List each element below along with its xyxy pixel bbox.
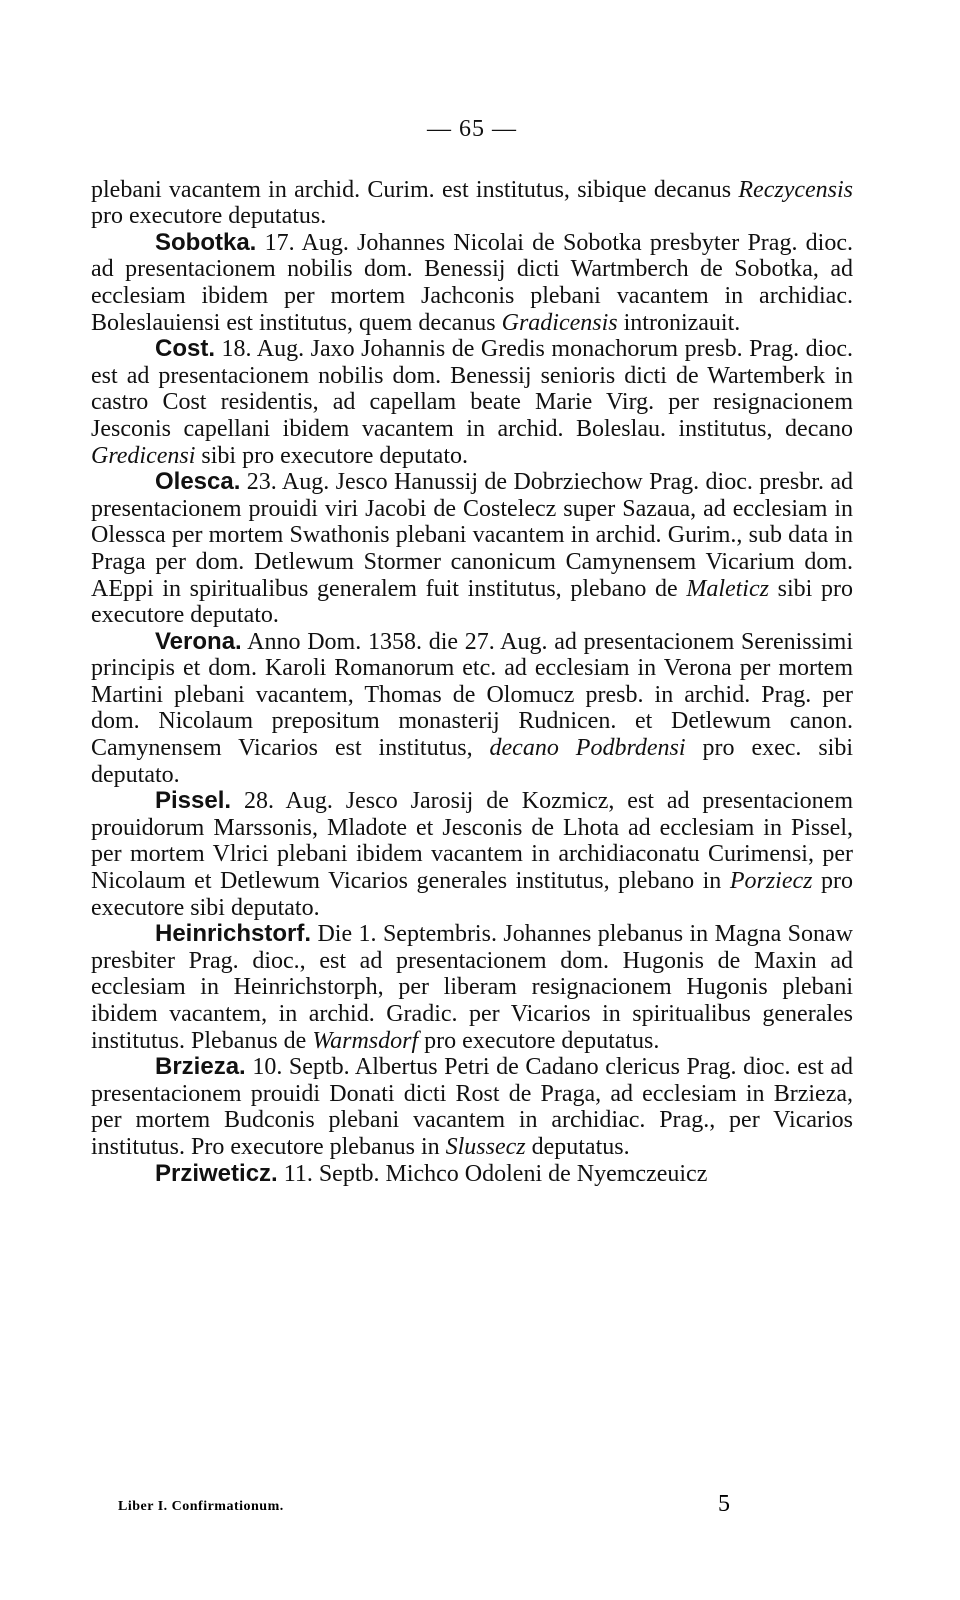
entry-paragraph — [91, 1054, 853, 1160]
text-run: 11. Septb. Michco Odoleni de Nyemczeuicz — [277, 1160, 708, 1187]
italic-place-name: Porziecz — [729, 868, 813, 895]
text-run: sibi pro executore deputato. — [91, 575, 853, 629]
text-run: sibi pro executore deputato. — [195, 442, 468, 469]
italic-place-name: Slussecz — [445, 1133, 526, 1160]
entry-paragraph — [91, 788, 853, 921]
text-run: pro exec. sibi deputato. — [91, 735, 854, 788]
text-run: 17. Aug. Johannes Nicolai de Sobotka presbyter Prag. dioc. ad presentacionem nobilis dom. Benessij dicti Wartmberch de Sobotka, ad ecclesiam ibidem per mortem Jachconis plebani vacantem in archidiac. Boleslauiensi est institutus, quem decanus — [91, 229, 853, 336]
text-run: 23. Aug. Jesco Hanussij de Dobrziechow Prag. dioc. presbr. ad presentacionem prouidi viri Jacobi de Costelecz super Sazaua, ad ecclesiam in Olessca per mortem Swathonis plebani vacantem in archid. Gurim., sub data in Praga per dom. Detlewum Stormer canonicum Camynensem Vicarium dom. AEppi in spiritualibus generalem fuit institutus, plebano de — [91, 469, 853, 602]
italic-place-name: Gradicensis — [501, 309, 618, 336]
italic-place-name: decano Podbrdensi — [489, 735, 686, 762]
entry-heading: Verona. — [155, 627, 242, 655]
entry-heading: Pissel. — [155, 787, 232, 815]
text-run: Die 1. Septembris. Johannes plebanus in Magna Sonaw presbiter Prag. dioc., est ad presentacionem dom. Hugonis de Maxin ad ecclesiam in Heinrichstorph, per liberam resignacionem Hugonis plebani ibidem vacantem, in archid. Gradic. per Vicarios in spiritualibus generales institutus. Plebanus de — [91, 921, 853, 1054]
text-run: 18. Aug. Jaxo Johannis de Gredis monachorum presb. Prag. dioc. est ad presentacionem nobilis dom. Benessij senioris dicti de Wartemberk in castro Cost residentis, ad capellam beate Marie Virg. per resignacionem Jesconis capellani ibidem vacantem in archid. Boleslau. institutus, decano — [91, 336, 853, 442]
entry-paragraph — [91, 921, 853, 1054]
document-page — [91, 116, 853, 1187]
entry-heading: Olesca. — [155, 468, 241, 496]
entry-heading: Sobotka. — [155, 228, 257, 256]
text-run: deputatus. — [525, 1133, 630, 1160]
body-text — [91, 177, 853, 1188]
text-run: pro executore deputatus. — [418, 1027, 660, 1054]
entry-heading: Prziweticz. — [155, 1159, 278, 1187]
text-run: intronizauit. — [617, 309, 741, 336]
italic-place-name: Maleticz — [686, 575, 769, 602]
page-footer — [118, 1491, 730, 1517]
text-run: 10. Septb. Albertus Petri de Cadano clericus Prag. dioc. est ad presentacionem prouidi Donati dicti Rost de Praga, ad ecclesiam in Brzieza, per mortem Budconis plebani vacantem in archidiac. Prag., per Vicarios institutus. Pro executore plebanus in — [91, 1054, 853, 1160]
italic-place-name: Gredicensi — [91, 442, 196, 469]
text-run: plebani vacantem in archid. Curim. est institutus, sibique decanus — [91, 176, 739, 203]
text-run: pro executore sibi deputato. — [91, 868, 853, 921]
entry-paragraph — [91, 230, 853, 336]
italic-place-name: Warmsdorf — [312, 1027, 419, 1054]
entry-paragraph — [91, 629, 853, 789]
entry-heading: Cost. — [155, 335, 215, 363]
entry-heading: Heinrichstorf. — [155, 920, 312, 948]
continuation-paragraph — [91, 177, 853, 230]
italic-place-name: Reczycensis — [738, 176, 853, 203]
page-number: — 65 — — [427, 116, 517, 142]
text-run: Anno Dom. 1358. die 27. Aug. ad presentacionem Serenissimi principis et dom. Karoli Romanorum etc. ad ecclesiam in Verona per mortem Martini plebani vacantem, Thomas de Olomucz presb. in archid. Prag. per dom. Nicolaum prepositum monasterij Rudnicen. et Detlewum canon. Camynensem Vicarios est institutus, — [91, 628, 853, 762]
text-run: 28. Aug. Jesco Jarosij de Kozmicz, est ad presentacionem prouidorum Marssonis, Mladote et Jesconis de Lhota ad ecclesiam in Pissel, per mortem Vlrici plebani ibidem vacantem in archidiaconatu Curimensi, per Nicolaum et Detlewum Vicarios generales institutus, plebano in — [91, 788, 853, 895]
footer-title: Liber I. Confirmationum. — [118, 1499, 284, 1514]
entry-heading: Brzieza. — [155, 1053, 246, 1081]
entry-paragraph — [91, 469, 853, 629]
entry-paragraph — [91, 336, 853, 469]
signature-mark: 5 — [718, 1491, 730, 1517]
entry-paragraph — [91, 1161, 853, 1188]
text-run: pro executore deputatus. — [91, 203, 327, 230]
